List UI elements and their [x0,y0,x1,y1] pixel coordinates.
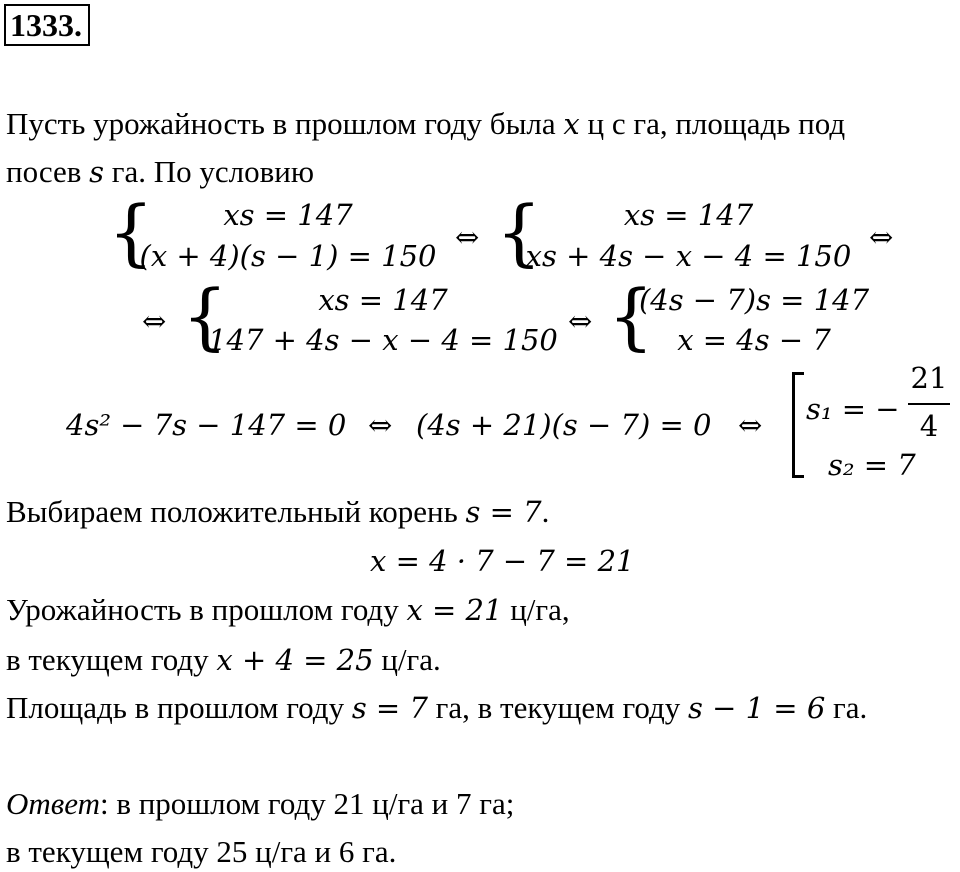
result-3-text-b: га, в текущем году [427,690,689,725]
factored-equation: (4s + 21)(s − 7) = 0 [416,408,712,442]
result-line-1 [6,592,570,628]
result-1-text: Урожайность в прошлом году [6,592,407,627]
brace-system-4: { [608,274,654,358]
root-1-denominator: 4 [919,409,939,443]
choose-root-end: . [541,494,550,529]
root-1-lhs: s₁ = − [806,392,900,426]
root-1-fraction-bar [908,403,950,405]
answer-line-1 [6,786,514,822]
equiv-3: ⇔ [142,304,167,338]
result-3-math-b: s − 1 = 6 [688,691,826,725]
var-s: s [89,155,105,189]
quadratic-equation: 4s² − 7s − 147 = 0 [66,408,347,442]
problem-number: 1333. [4,4,90,46]
system1-eq1: xs = 147 [223,198,353,232]
root-1-numerator: 21 [910,361,948,395]
intro-text-d: га. По условию [104,154,315,189]
result-3-unit: га. [825,690,868,725]
system2-eq2: xs + 4s − x − 4 = 150 [525,239,852,273]
equiv-5: ⇔ [368,408,393,442]
brace-system-3: { [182,274,228,358]
result-3-text-a: Площадь в прошлом году [6,690,352,725]
equiv-2: ⇔ [869,220,894,254]
intro-text-b: ц с га, площадь под [579,106,846,141]
roots-bracket [792,372,804,478]
brace-system-1: { [108,190,154,274]
result-2-text: в текущем году [6,642,217,677]
system2-eq1: xs = 147 [623,198,754,232]
intro-text-c: посев [6,154,90,189]
result-1-math: x = 21 [406,593,503,627]
equiv-6: ⇔ [738,408,763,442]
intro-line-2 [6,154,314,190]
system3-eq1: xs = 147 [318,283,448,317]
choose-root-line [6,494,549,530]
equiv-1: ⇔ [455,220,480,254]
x-calculation: x = 4 · 7 − 7 = 21 [370,544,635,578]
result-3-math-a: s = 7 [351,691,428,725]
system4-eq2: x = 4s − 7 [677,323,831,357]
result-2-unit: ц/га. [373,642,441,677]
result-2-math: x + 4 = 25 [216,643,374,677]
answer-line-2: в текущем году 25 ц/га и 6 га. [6,834,397,869]
result-line-3 [6,690,867,726]
var-x: x [563,107,580,141]
system3-eq2: 147 + 4s − x − 4 = 150 [208,323,558,357]
choose-root-text: Выбираем положительный корень [6,494,466,529]
equiv-4: ⇔ [568,304,593,338]
answer-rest: : в прошлом году 21 ц/га и 7 га; [99,786,515,821]
choose-root-math: s = 7 [465,495,542,529]
result-1-unit: ц/га, [502,592,570,627]
intro-line-1 [6,106,845,142]
answer-label: Ответ [6,786,100,821]
root-2: s₂ = 7 [828,448,916,482]
intro-text-a: Пусть урожайность в прошлом году была [6,106,564,141]
system4-eq1: (4s − 7)s = 147 [638,283,870,317]
system1-eq2: (x + 4)(s − 1) = 150 [139,239,437,273]
brace-system-2: { [496,190,542,274]
result-line-2 [6,642,441,678]
